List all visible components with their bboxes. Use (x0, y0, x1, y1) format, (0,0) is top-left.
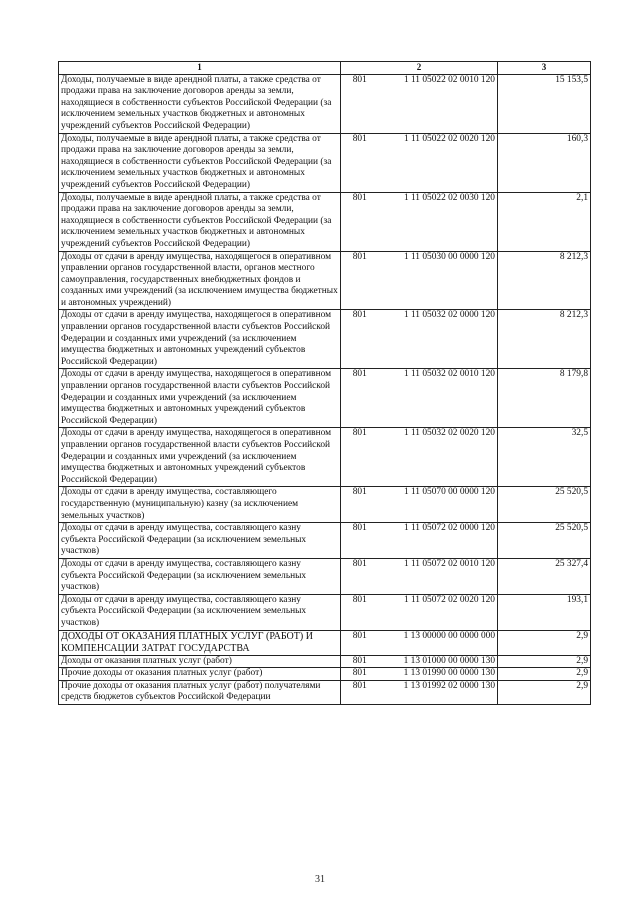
row-name-cell: Доходы, получаемые в виде арендной платы, а также средства от продажи права на заключение договоров аренды за земли, находящиеся в собственности субъектов Российской Федерации (за исключением земельных участков бюджетных и автономных учреждений субъектов Российской Федерации) (59, 192, 341, 251)
revenue-table (58, 61, 591, 705)
row-amount-cell: 25 327,4 (498, 558, 591, 594)
row-admin-code-cell: 801 (341, 558, 379, 594)
table-row (59, 594, 591, 630)
row-name-cell: Доходы, получаемые в виде арендной платы, а также средства от продажи права на заключение договоров аренды за земли, находящиеся в собственности субъектов Российской Федерации (за исключением земельных участков бюджетных и автономных учреждений субъектов Российской Федерации) (59, 74, 341, 133)
table-row (59, 680, 591, 704)
table-row (59, 310, 591, 369)
table-row (59, 558, 591, 594)
row-name-cell: Доходы от сдачи в аренду имущества, находящегося в оперативном управлении органов государственной власти субъектов Российской Федерации и созданных ими учреждений (за исключением имущества бюджетных и автономных учреждений субъектов Российской Федерации) (59, 369, 341, 428)
row-amount-cell: 8 212,3 (498, 310, 591, 369)
row-admin-code-cell: 801 (341, 655, 379, 668)
table-row (59, 630, 591, 655)
row-amount-cell: 2,1 (498, 192, 591, 251)
row-amount-cell: 160,3 (498, 133, 591, 192)
table-row (59, 251, 591, 310)
row-name-cell: Доходы от сдачи в аренду имущества, составляющего казну субъекта Российской Федерации (за исключением земельных участков) (59, 594, 341, 630)
row-amount-cell: 25 520,5 (498, 487, 591, 523)
row-amount-cell: 8 179,8 (498, 369, 591, 428)
row-name-cell: Доходы от сдачи в аренду имущества, составляющего казну субъекта Российской Федерации (за исключением земельных участков) (59, 523, 341, 559)
page-number: 31 (315, 874, 325, 885)
row-budget-code-cell: 1 13 01990 00 0000 130 (379, 668, 498, 681)
row-amount-cell: 193,1 (498, 594, 591, 630)
row-budget-code-cell: 1 11 05072 02 0010 120 (379, 558, 498, 594)
row-budget-code-cell: 1 11 05070 00 0000 120 (379, 487, 498, 523)
row-name-cell: ДОХОДЫ ОТ ОКАЗАНИЯ ПЛАТНЫХ УСЛУГ (РАБОТ) И КОМПЕНСАЦИИ ЗАТРАТ ГОСУДАРСТВА (59, 630, 341, 655)
table-row (59, 487, 591, 523)
row-budget-code-cell: 1 11 05072 02 0020 120 (379, 594, 498, 630)
row-amount-cell: 2,9 (498, 668, 591, 681)
table-row (59, 369, 591, 428)
table-row (59, 192, 591, 251)
row-name-cell: Доходы от сдачи в аренду имущества, составляющего государственную (муниципальную) казну (за исключением земельных участков) (59, 487, 341, 523)
row-name-cell: Прочие доходы от оказания платных услуг (работ) (59, 668, 341, 681)
row-amount-cell: 2,9 (498, 680, 591, 704)
table-row (59, 74, 591, 133)
table-row (59, 133, 591, 192)
row-name-cell: Доходы от сдачи в аренду имущества, составляющего казну субъекта Российской Федерации (за исключением земельных участков) (59, 558, 341, 594)
table-row (59, 428, 591, 487)
row-admin-code-cell: 801 (341, 251, 379, 310)
row-name-cell: Доходы от сдачи в аренду имущества, находящегося в оперативном управлении органов государственной власти, органов местного самоуправления, государственных внебюджетных фондов и созданных ими учреждений (за исключением имущества бюджетных и автономных учреждений) (59, 251, 341, 310)
row-amount-cell: 25 520,5 (498, 523, 591, 559)
header-row (59, 62, 591, 75)
row-budget-code-cell: 1 13 00000 00 0000 000 (379, 630, 498, 655)
row-budget-code-cell: 1 11 05032 02 0000 120 (379, 310, 498, 369)
row-admin-code-cell: 801 (341, 487, 379, 523)
row-admin-code-cell: 801 (341, 680, 379, 704)
row-budget-code-cell: 1 13 01000 00 0000 130 (379, 655, 498, 668)
row-admin-code-cell: 801 (341, 630, 379, 655)
header-col-2: 2 (341, 62, 498, 75)
row-amount-cell: 2,9 (498, 630, 591, 655)
header-col-3: 3 (498, 62, 591, 75)
row-name-cell: Доходы от сдачи в аренду имущества, находящегося в оперативном управлении органов государственной власти субъектов Российской Федерации и созданных ими учреждений (за исключением имущества бюджетных и автономных учреждений субъектов Российской Федерации) (59, 428, 341, 487)
header-col-1: 1 (59, 62, 341, 75)
row-amount-cell: 2,9 (498, 655, 591, 668)
row-admin-code-cell: 801 (341, 310, 379, 369)
row-amount-cell: 32,5 (498, 428, 591, 487)
row-budget-code-cell: 1 13 01992 02 0000 130 (379, 680, 498, 704)
row-budget-code-cell: 1 11 05022 02 0010 120 (379, 74, 498, 133)
row-admin-code-cell: 801 (341, 594, 379, 630)
row-admin-code-cell: 801 (341, 74, 379, 133)
row-name-cell: Доходы от сдачи в аренду имущества, находящегося в оперативном управлении органов государственной власти субъектов Российской Федерации и созданных ими учреждений (за исключением имущества бюджетных и автономных учреждений субъектов Российской Федерации) (59, 310, 341, 369)
row-admin-code-cell: 801 (341, 668, 379, 681)
row-admin-code-cell: 801 (341, 192, 379, 251)
row-admin-code-cell: 801 (341, 369, 379, 428)
table-row (59, 523, 591, 559)
row-amount-cell: 15 153,5 (498, 74, 591, 133)
row-budget-code-cell: 1 11 05022 02 0020 120 (379, 133, 498, 192)
row-budget-code-cell: 1 11 05022 02 0030 120 (379, 192, 498, 251)
row-budget-code-cell: 1 11 05032 02 0010 120 (379, 369, 498, 428)
table-row (59, 655, 591, 668)
row-budget-code-cell: 1 11 05030 00 0000 120 (379, 251, 498, 310)
row-budget-code-cell: 1 11 05032 02 0020 120 (379, 428, 498, 487)
row-admin-code-cell: 801 (341, 133, 379, 192)
row-name-cell: Доходы, получаемые в виде арендной платы, а также средства от продажи права на заключение договоров аренды за земли, находящиеся в собственности субъектов Российской Федерации (за исключением земельных участков бюджетных и автономных учреждений субъектов Российской Федерации) (59, 133, 341, 192)
row-admin-code-cell: 801 (341, 428, 379, 487)
table-body (59, 74, 591, 704)
row-name-cell: Прочие доходы от оказания платных услуг (работ) получателями средств бюджетов субъектов Российской Федерации (59, 680, 341, 704)
row-amount-cell: 8 212,3 (498, 251, 591, 310)
row-budget-code-cell: 1 11 05072 02 0000 120 (379, 523, 498, 559)
row-name-cell: Доходы от оказания платных услуг (работ) (59, 655, 341, 668)
row-admin-code-cell: 801 (341, 523, 379, 559)
table-row (59, 668, 591, 681)
